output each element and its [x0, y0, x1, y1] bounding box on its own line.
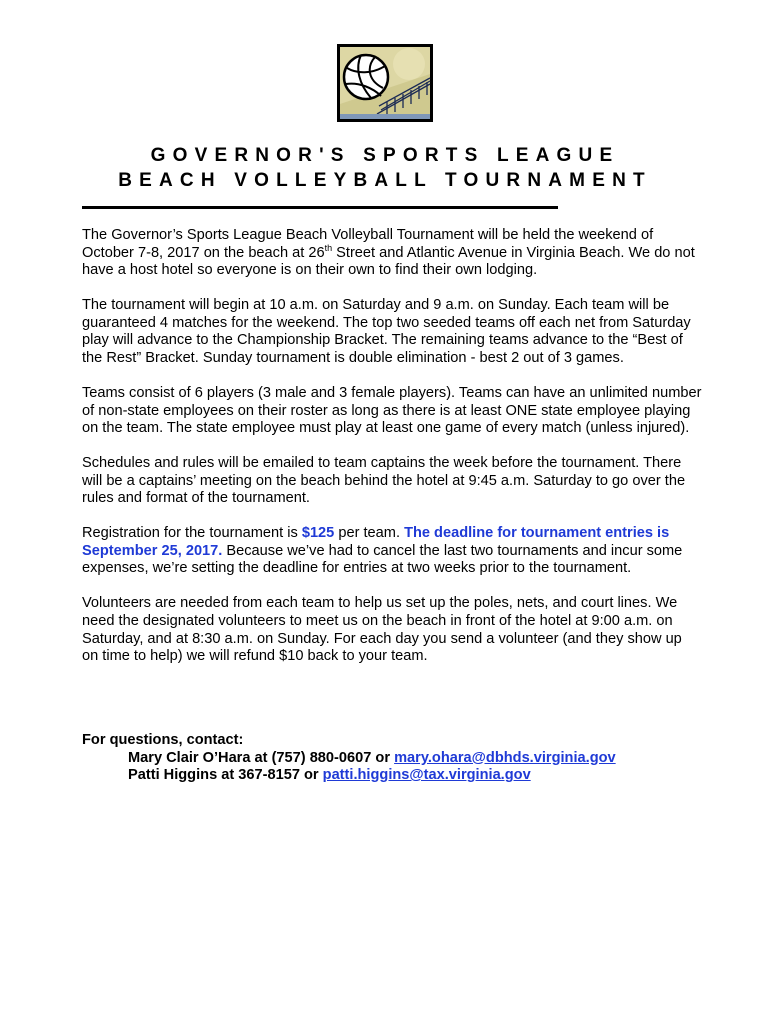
- title-line-2: BEACH VOLLEYBALL TOURNAMENT: [118, 170, 652, 191]
- registration-deadline: The deadline for tournament entries is September 25, 2017.: [82, 525, 670, 559]
- paragraph-schedule: The tournament will begin at 10 a.m. on Saturday and 9 a.m. on Sunday. Each team will be guaranteed 4 matches for the weekend. The top two seeded teams off each net from Saturday play will advance to the Championship Bracket. The remaining teams advance to the “Best of the Rest” Bracket. Sunday tournament is double elimination - best 2 out of 3 games.: [82, 297, 691, 366]
- paragraph-teams: Teams consist of 6 players (3 male and 3 female players). Teams can have an unlimited number of non-state employees on their roster as long as there is at least ONE state employee playing on the team. The state employee must play at least one game of every match (unless injured).: [82, 384, 702, 437]
- title-divider: [82, 206, 558, 209]
- p5-text-c: Because we’ve had to cancel the last two tournaments and incur some expenses, we’re setting the deadline for entries at two weeks prior to the tournament.: [82, 542, 683, 577]
- contact-1-text: Mary Clair O’Hara at (757) 880-0607 or: [128, 749, 395, 766]
- p5-text-a: Registration for the tournament is: [82, 525, 302, 542]
- registration-price: $125: [301, 525, 335, 542]
- paragraph-event-details: [82, 227, 702, 280]
- paragraph-registration: [82, 525, 702, 578]
- contact-2-text: Patti Higgins at 367-8157 or: [128, 767, 323, 784]
- p5-text-b: per team.: [334, 525, 405, 542]
- p1-text-b: Street and Atlantic Avenue in Virginia Beach. We do not have a host hotel so everyone is on their own to find their own lodging.: [82, 244, 695, 279]
- volleyball-icon: [337, 44, 433, 122]
- paragraph-volunteers: Volunteers are needed from each team to help us set up the poles, nets, and court lines. We need the designated volunteers to meet us on the beach in front of the hotel at 9:00 a.m. on Saturday, and at 8:30 a.m. on Sunday. For each day you send a volunteer (and they show up on time to help) we will refund $10 back to your team.: [82, 595, 682, 665]
- title-line-1: GOVERNOR'S SPORTS LEAGUE: [150, 145, 620, 166]
- contact-heading: For questions, contact:: [82, 732, 244, 748]
- contact-line-2: [128, 767, 616, 785]
- p1-text-a: The Governor’s Sports League Beach Volleyball Tournament will be held the weekend of October 7-8, 2017 on the beach at 26: [82, 227, 654, 261]
- contact-section: [82, 732, 616, 785]
- volleyball-logo: [337, 44, 433, 122]
- body-text: [82, 227, 702, 683]
- contact-1-email-link[interactable]: mary.ohara@dbhds.virginia.gov: [394, 749, 616, 766]
- contact-2-email-link[interactable]: patti.higgins@tax.virginia.gov: [322, 767, 531, 784]
- contact-line-1: [128, 750, 616, 768]
- paragraph-rules: Schedules and rules will be emailed to team captains the week before the tournament. There will be a captains’ meeting on the beach behind the hotel at 9:45 a.m. Saturday to go over the rules and format of the tournament.: [82, 455, 686, 507]
- p1-superscript: th: [324, 242, 333, 253]
